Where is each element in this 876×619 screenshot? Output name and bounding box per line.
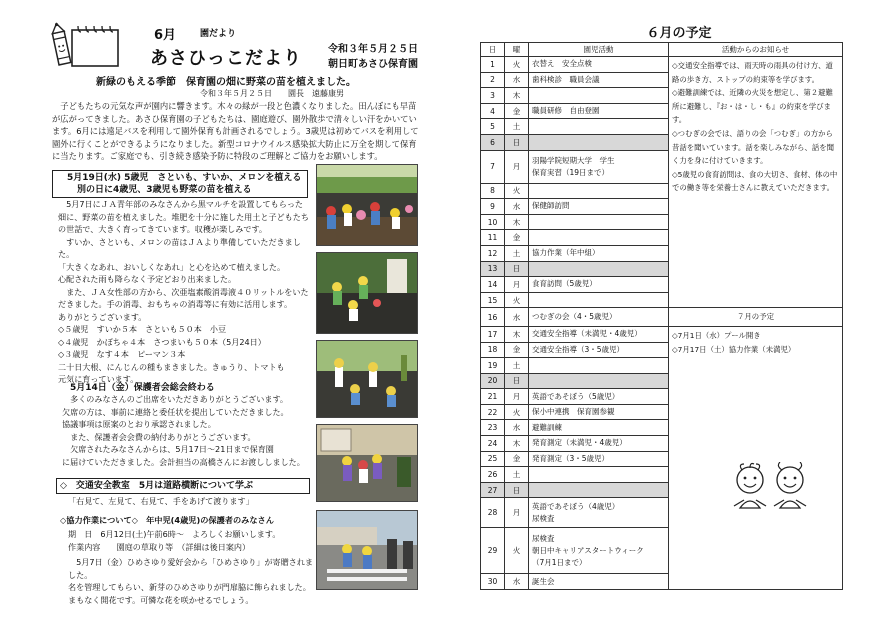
children-drawing-icon	[720, 462, 828, 516]
event-line: 誕生会	[532, 576, 555, 586]
director-letter: 子どもたちの元気な声が園内に響きます。木々の緑が一段と色濃くなりました。田んぼにも早苗が広がってきました。あさひ保育園の子どもたちは、園庭遊び、園外散歩で清々しい汗をかいています。6月には遠足バスを利用して園外保育も計画されるでしょう。3歳児は初めてバスを利用して園外に行くことができるようになりました。新型コロナウイルス感染拡大防止に万全を期して保育に当たります。ご家庭でも、引き続き感染予防に特段のご理解とご協力をお願いします。	[52, 101, 419, 162]
schedule-row	[481, 308, 843, 327]
text-line: ありがとうございます。	[58, 311, 147, 322]
schedule-header-row	[481, 43, 843, 57]
event-line: 羽陽学院短期大学 学生	[532, 155, 615, 165]
event-cell	[529, 482, 669, 498]
issue-month: 6月	[154, 28, 177, 43]
issue-kind: 園だより	[200, 29, 237, 39]
event-cell	[529, 72, 669, 88]
weekday-cell: 火	[505, 404, 529, 420]
weekday-cell: 金	[505, 230, 529, 246]
weekday-cell: 月	[505, 389, 529, 405]
text-line: 元気に育っています。	[58, 374, 139, 384]
letter-dateline: 令和３年５月２５日 園長 遠藤康男	[200, 89, 344, 98]
event-line: 尿検査	[532, 513, 555, 523]
day-cell: 11	[481, 230, 505, 246]
event-cell	[529, 183, 669, 199]
day-cell: 5	[481, 119, 505, 135]
traffic-safety-body	[68, 495, 318, 508]
text-line: 名を管理してもらい、新芽のひめさゆりが門扉脇に飾られました。	[68, 582, 311, 592]
weekday-cell: 月	[505, 277, 529, 293]
event-line: 交通安全指導（3・5歳児）	[532, 344, 625, 354]
day-cell: 24	[481, 436, 505, 452]
event-cell	[529, 574, 669, 590]
weekday-cell: 土	[505, 245, 529, 261]
photo-planting-4	[316, 424, 418, 502]
photo-planting-2	[316, 252, 418, 334]
text-line: すいか、さといも、メロンの苗はＪＡより準備していただきました。	[58, 236, 301, 259]
text-line: 二十日大根、にんじんの種もまきました。きゅうり、トマトも	[58, 361, 285, 372]
event-cell	[529, 103, 669, 119]
day-cell: 19	[481, 358, 505, 374]
day-cell: 6	[481, 134, 505, 150]
himesayuri-body	[68, 556, 314, 606]
text-line: ◇５歳児 すいか５本 さといも５０本 小豆	[58, 324, 227, 334]
event-line: 保健師訪問	[532, 201, 570, 211]
day-cell: 13	[481, 261, 505, 277]
event-cell	[529, 261, 669, 277]
weekday-cell: 木	[505, 88, 529, 104]
event-cell	[529, 342, 669, 358]
weekday-cell: 木	[505, 326, 529, 342]
event-line: 保育実習（19日まで）	[532, 167, 610, 177]
event-cell	[529, 528, 669, 574]
event-cell	[529, 292, 669, 308]
event-cell	[529, 88, 669, 104]
event-line: 尿検査	[532, 533, 555, 543]
day-cell: 30	[481, 574, 505, 590]
planting-body	[58, 198, 312, 386]
event-cell	[529, 119, 669, 135]
event-line: 発育測定（未満児・4歳児）	[532, 438, 627, 448]
planting-heading	[52, 170, 308, 198]
activity-notes	[669, 57, 843, 308]
cooperation-work-body	[68, 528, 308, 553]
july-item: ◇7月17日（土）協力作業（未満児）	[672, 344, 796, 354]
july-heading: ７月の予定	[669, 308, 843, 327]
day-cell: 8	[481, 183, 505, 199]
weekday-cell: 金	[505, 103, 529, 119]
day-cell: 14	[481, 277, 505, 293]
text-line: 協議事項は原案のとおり承認されました。	[62, 419, 216, 429]
july-schedule	[669, 326, 843, 589]
weekday-cell: 水	[505, 308, 529, 327]
weekday-cell: 日	[505, 373, 529, 389]
day-cell: 3	[481, 88, 505, 104]
text-line: に届けていただきました。会計担当の高橋さんにお渡ししました。	[62, 456, 305, 467]
text-line: だきました。手の消毒、おもちゃの消毒等に有効に活用します。	[58, 299, 293, 309]
text-line: まもなく開花です。可憐な花を咲かせるでしょう。	[68, 594, 254, 605]
activity-note: ◇つむぎの会では、語りの会「つむぎ」の方から昔話を聞いています。話を楽しみながら、話を聞く力を身に付けていきます。	[672, 128, 835, 166]
weekday-cell: 土	[505, 467, 529, 483]
header-notes: 活動からのお知らせ	[669, 43, 843, 57]
issue-date: 令和３年５月２５日	[328, 44, 418, 55]
weekday-cell: 水	[505, 574, 529, 590]
event-cell	[529, 230, 669, 246]
event-cell	[529, 277, 669, 293]
text-line: 5月7日にＪＡ青年部のみなさんから黒マルチを設置してもらった	[58, 199, 304, 209]
crayon-calendar-icon	[50, 20, 122, 70]
day-cell: 20	[481, 373, 505, 389]
event-line: 職員研修 自由登園	[532, 106, 600, 116]
weekday-cell: 火	[505, 183, 529, 199]
activity-note: ◇避難訓練では、近隣の火災を想定し、第２避難所に避難し、『お・は・し・も』の約束を学びます。	[672, 88, 833, 125]
day-cell: 22	[481, 404, 505, 420]
event-cell	[529, 467, 669, 483]
day-cell: 10	[481, 214, 505, 230]
day-cell: 2	[481, 72, 505, 88]
parents-meeting-body	[62, 393, 312, 468]
event-cell	[529, 498, 669, 528]
schedule-row	[481, 57, 843, 73]
day-cell: 28	[481, 498, 505, 528]
event-cell	[529, 404, 669, 420]
event-line: （7月1日まで）	[532, 557, 587, 567]
text-line: 欠席の方は、事前に連絡と委任状を提出していただきました。	[62, 406, 289, 417]
weekday-cell: 水	[505, 420, 529, 436]
text-line: 作業内容 園庭の草取り等 （詳細は後日案内）	[68, 541, 251, 552]
event-cell	[529, 245, 669, 261]
event-cell	[529, 436, 669, 452]
day-cell: 12	[481, 245, 505, 261]
header-dow: 曜	[505, 43, 529, 57]
newsletter-title: あさひっこだより	[150, 48, 302, 69]
weekday-cell: 日	[505, 482, 529, 498]
cooperation-work-heading: ◇協力作業について◇ 年中児(4歳児)の保護者のみなさん	[60, 515, 274, 525]
activity-note: ◇交通安全指導では、雨天時の雨具の付け方、道路の歩き方、ストップの約束等を学びます。	[672, 61, 833, 84]
planting-heading-line2: 別の日に4歳児、3歳児も野菜の苗を植える	[77, 185, 252, 195]
day-cell: 9	[481, 199, 505, 215]
day-cell: 15	[481, 292, 505, 308]
event-cell	[529, 373, 669, 389]
weekday-cell: 土	[505, 119, 529, 135]
event-line: 協力作業（年中組）	[532, 248, 600, 258]
weekday-cell: 土	[505, 358, 529, 374]
text-line: 期 日 6月12日(土)午前6時～ よろしくお願いします。	[68, 529, 281, 539]
schedule-row	[481, 326, 843, 342]
photo-planting-1	[316, 164, 418, 246]
photo-planting-3	[316, 340, 418, 418]
weekday-cell: 金	[505, 342, 529, 358]
weekday-cell: 日	[505, 134, 529, 150]
event-cell	[529, 57, 669, 73]
event-cell	[529, 420, 669, 436]
planting-heading-line1: 5月19日(水) 5歳児 さといも、すいか、メロンを植える	[67, 173, 302, 183]
july-item: ◇7月1日（水）プール開き	[672, 330, 761, 340]
event-line: 保小中連携 保育園参観	[532, 407, 615, 417]
event-line: 朝日中キャリアスタートウィーク	[532, 545, 644, 555]
text-line: 「大きくなあれ、おいしくなあれ」と心を込めて植えました。	[58, 261, 286, 272]
header-day: 日	[481, 43, 505, 57]
event-line: 歯科検診 職員会議	[532, 74, 600, 84]
weekday-cell: 火	[505, 528, 529, 574]
event-cell	[529, 389, 669, 405]
weekday-cell: 月	[505, 498, 529, 528]
text-line: また、保護者会会費の納付ありがとうございます。	[62, 431, 256, 442]
day-cell: 26	[481, 467, 505, 483]
event-line: 食育訪問（5歳児）	[532, 279, 597, 289]
event-cell	[529, 150, 669, 183]
headline: 新緑のもえる季節 保育園の畑に野菜の苗を植えました。	[96, 77, 356, 88]
day-cell: 1	[481, 57, 505, 73]
text-line: ◇３歳児 なす４本 ピーマン３本	[58, 349, 186, 359]
weekday-cell: 木	[505, 214, 529, 230]
text-line: 多くのみなさんのご出席をいただきありがとうございます。	[62, 394, 288, 404]
weekday-cell: 月	[505, 150, 529, 183]
text-line: の世話で、大きく育ってきています。収穫が楽しみです。	[58, 224, 267, 234]
weekday-cell: 火	[505, 57, 529, 73]
weekday-cell: 水	[505, 72, 529, 88]
weekday-cell: 水	[505, 199, 529, 215]
event-line: 衣替え 安全点検	[532, 59, 592, 69]
school-name: 朝日町あさひ保育園	[328, 59, 418, 70]
weekday-cell: 日	[505, 261, 529, 277]
text-line: 5月7日（金）ひめさゆり愛好会から「ひめさゆり」が寄贈されました。	[68, 557, 314, 580]
day-cell: 29	[481, 528, 505, 574]
day-cell: 23	[481, 420, 505, 436]
event-cell	[529, 214, 669, 230]
event-cell	[529, 308, 669, 327]
event-line: つむぎの会（4・5歳児）	[532, 312, 617, 322]
text-line: 欠席されたみなさんからは、5月17日～21日まで保育園	[62, 444, 274, 454]
photo-crosswalk	[316, 510, 418, 590]
schedule-title: ６月の予定	[646, 26, 712, 41]
schedule-page	[480, 0, 876, 619]
day-cell: 16	[481, 308, 505, 327]
activity-note: ◇5歳児の食育訪問は、食の大切さ、食材、体の中での働き等を栄養士さんに教えていただきます。	[672, 169, 838, 193]
event-cell	[529, 451, 669, 467]
traffic-safety-heading: ◇ 交通安全教室 5月は道路横断について学ぶ	[56, 478, 310, 494]
text-line: 畑に、野菜の苗を植えました。堆肥を十分に施した用土と子どもたち	[58, 211, 309, 222]
weekday-cell: 火	[505, 292, 529, 308]
text-line: 「右見て、左見て、右見て、手をあげて渡ります」	[68, 496, 254, 506]
event-line: 英語であそぼう（5歳児）	[532, 391, 620, 401]
weekday-cell: 金	[505, 451, 529, 467]
event-cell	[529, 199, 669, 215]
event-cell	[529, 326, 669, 342]
parents-meeting-heading: 5月14日（金）保護者会総会終わる	[70, 383, 215, 393]
day-cell: 25	[481, 451, 505, 467]
text-line: ◇４歳児 かぼちゃ４本 さつまいも５０本（5月24日）	[58, 336, 266, 347]
text-line: また、ＪＡ女性部の方から、次亜塩素酸消毒液４０リットルをいた	[58, 286, 309, 297]
event-line: 交通安全指導（未満児・4歳児）	[532, 329, 642, 339]
day-cell: 21	[481, 389, 505, 405]
day-cell: 17	[481, 326, 505, 342]
event-line: 避難訓練	[532, 422, 562, 432]
day-cell: 27	[481, 482, 505, 498]
event-cell	[529, 134, 669, 150]
text-line: 心配された雨も降らなく予定どおり出来ました。	[58, 274, 237, 284]
day-cell: 4	[481, 103, 505, 119]
event-line: 発育測定（3・5歳児）	[532, 453, 610, 463]
event-line: 英語であそぼう（4歳児）	[532, 501, 620, 511]
header-event: 園児活動	[529, 43, 669, 57]
day-cell: 7	[481, 150, 505, 183]
day-cell: 18	[481, 342, 505, 358]
event-cell	[529, 358, 669, 374]
weekday-cell: 木	[505, 436, 529, 452]
